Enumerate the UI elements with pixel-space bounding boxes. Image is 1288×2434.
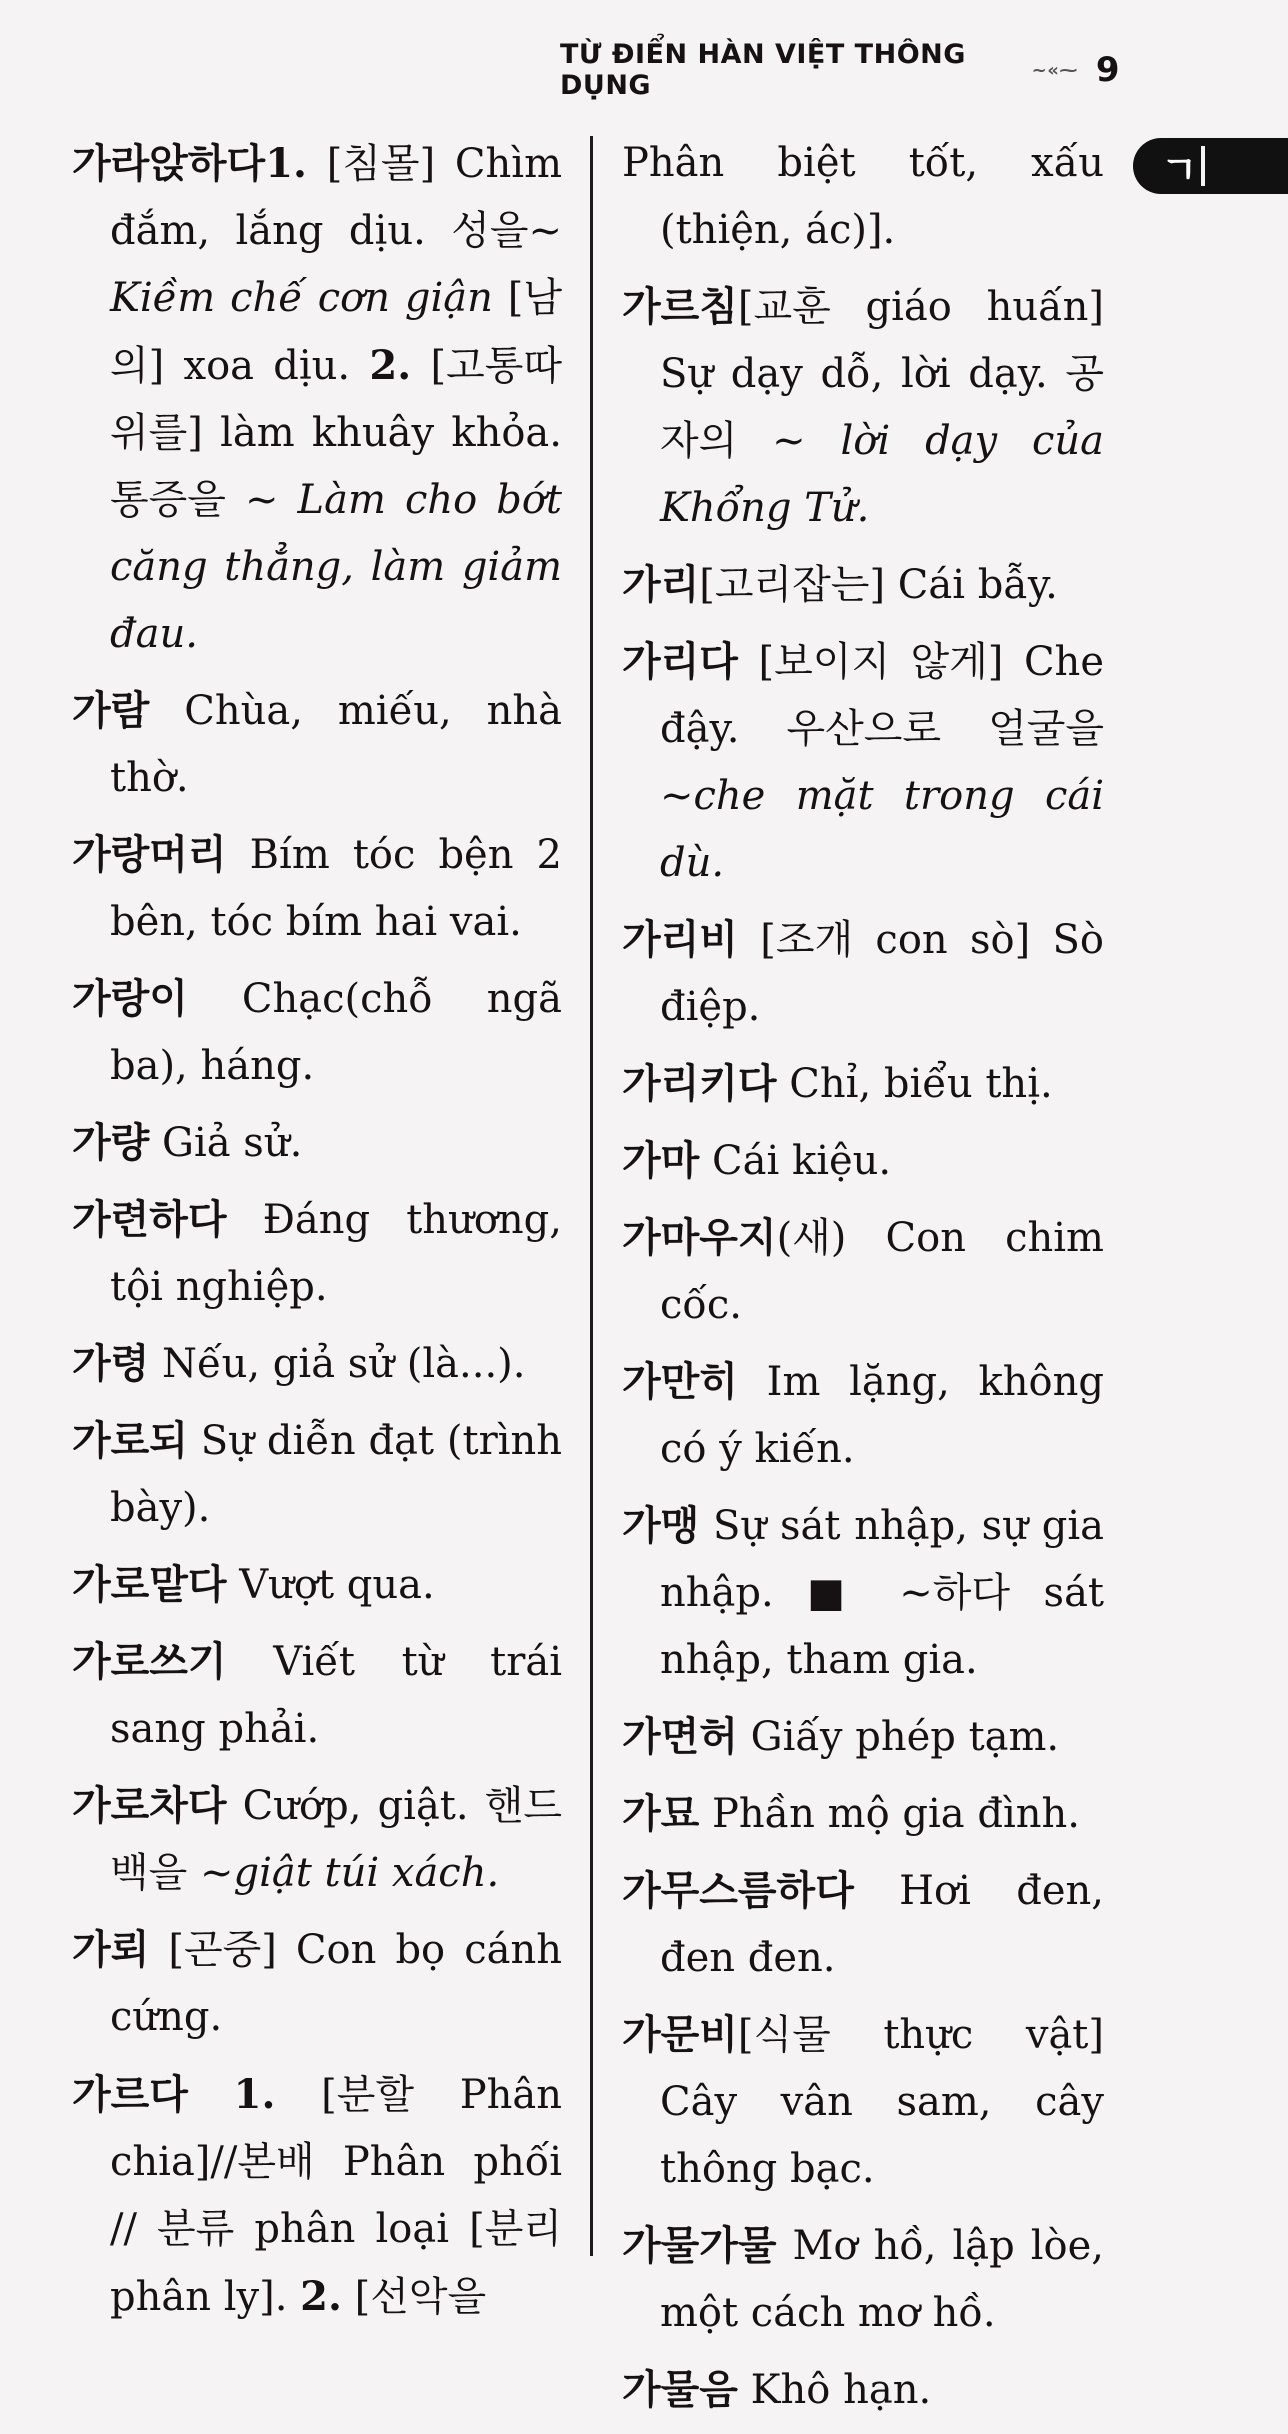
dictionary-entry (622, 907, 1104, 1041)
entry-definition: Cướp, giật. 핸드백을 ~ (110, 1783, 562, 1896)
dictionary-entry (72, 1917, 562, 2051)
running-header (560, 39, 1120, 101)
thumb-index-tab (1133, 138, 1288, 194)
dictionary-entry (72, 822, 562, 956)
entry-headword: 가리키다 (622, 1061, 777, 1107)
right-column (622, 130, 1104, 2434)
entry-definition: Phần mộ gia đình. (699, 1791, 1080, 1837)
entry-definition: [고리잡는] Cái bẫy. (699, 562, 1058, 608)
entry-definition: Chỉ, biểu thị. (776, 1061, 1053, 1107)
entry-headword: 가랑머리 (72, 832, 227, 878)
entry-definition: Bím tóc bện 2 bên, tóc bím hai vai. (110, 832, 562, 945)
entry-headword: 가문비 (622, 2012, 738, 2058)
sense-number: 2. (300, 2273, 342, 2320)
dictionary-entry (622, 2213, 1104, 2347)
page-number: 9 (1095, 50, 1120, 90)
entry-headword: 가로맡다 (72, 1562, 227, 1608)
entry-definition: [보이지 않게] Che đậy. 우산으로 얼굴을 ~ (660, 639, 1104, 819)
dictionary-entry (72, 1331, 562, 1398)
thumb-index-letter: ㄱ (1161, 147, 1198, 192)
dictionary-entry (72, 966, 562, 1100)
dictionary-entry (72, 678, 562, 812)
entry-headword: 가물가물 (622, 2223, 777, 2269)
entry-headword: 가라앉하다 (72, 141, 266, 187)
sense-number: 2. (369, 342, 412, 389)
entry-example: Kiềm chế cơn giận (110, 275, 493, 321)
sense-number: 1. (233, 2071, 276, 2118)
entry-headword: 가묘 (622, 1791, 700, 1837)
entry-definition: Đáng thương, tội nghiệp. (110, 1197, 562, 1310)
entry-headword: 가령 (72, 1341, 150, 1387)
entry-example: giật túi xách. (233, 1850, 500, 1896)
sense-number: 1. (265, 140, 307, 187)
entry-definition: Sự sát nhập, sự gia nhập. ■ ~하다 sát nhập, tham gia. (660, 1503, 1104, 1683)
entry-headword: 가마 (622, 1138, 700, 1184)
entry-headword: 가람 (72, 688, 150, 734)
entry-headword: 가련하다 (72, 1197, 227, 1243)
entry-definition: Im lặng, không có ý kiến. (660, 1359, 1104, 1472)
entry-definition: [분할 Phân chia]//본배 Phân phối // 분류 phân loại [분리 phân ly]. (110, 2072, 562, 2320)
entry-definition: (새) Con chim cốc. (660, 1215, 1104, 1328)
entry-example: lời dạy của Khổng Tử. (660, 418, 1104, 531)
entry-definition: Khô hạn. (737, 2367, 932, 2413)
dictionary-entry (622, 629, 1104, 897)
entry-headword: 가리다 (622, 639, 738, 685)
entry-definition: Hơi đen, đen đen. (660, 1868, 1104, 1981)
dictionary-entry (72, 1552, 562, 1619)
dictionary-entry (622, 274, 1104, 542)
entry-headword: 가로차다 (72, 1783, 227, 1829)
dictionary-entry (622, 1781, 1104, 1848)
dictionary-entry (72, 1110, 562, 1177)
entry-headword: 가로쓰기 (72, 1639, 227, 1685)
entry-headword: 가만히 (622, 1359, 738, 1405)
entry-headword: 가로되 (72, 1418, 188, 1464)
left-column (72, 130, 562, 2341)
entry-headword: 가리 (622, 562, 700, 608)
entry-definition: Cái kiệu. (699, 1138, 892, 1184)
dictionary-entry (72, 1408, 562, 1542)
entry-definition: Nếu, giả sử (là...). (149, 1341, 526, 1387)
header-title: TỪ ĐIỂN HÀN VIỆT THÔNG DỤNG (560, 39, 966, 101)
entry-headword: 가르다 (72, 2072, 188, 2118)
entry-definition: Mơ hồ, lập lòe, một cách mơ hồ. (660, 2223, 1104, 2336)
entry-definition: [선악을 (341, 2274, 487, 2320)
entry-headword: 가리비 (622, 917, 738, 963)
column-divider (590, 136, 593, 2256)
dictionary-entry (622, 130, 1104, 264)
entry-definition: Chạc(chỗ ngã ba), háng. (110, 976, 562, 1089)
entry-definition: [식물 thực vật] Cây vân sam, cây thông bạc. (660, 2012, 1104, 2192)
dictionary-entry (72, 1187, 562, 1321)
dictionary-entry (622, 1858, 1104, 1992)
entry-definition: [교훈 giáo huấn] Sự dạy dỗ, lời dạy. 공자의 ~ (660, 284, 1104, 464)
dictionary-entry (72, 2061, 562, 2331)
entry-definition: Viết từ trái sang phải. (110, 1639, 562, 1752)
dictionary-entry (622, 1051, 1104, 1118)
dictionary-entry (622, 1205, 1104, 1339)
header-ornament: ~«⁓ (1031, 59, 1078, 81)
dictionary-entry (72, 130, 562, 668)
entry-definition: Vượt qua. (226, 1562, 435, 1608)
dictionary-entry (622, 552, 1104, 619)
entry-definition: Giấy phép tạm. (737, 1714, 1060, 1760)
entry-definition: Sự diễn đạt (trình bày). (110, 1418, 562, 1531)
dictionary-entry (72, 1773, 562, 1907)
entry-example: che mặt trong cái dù. (660, 773, 1104, 886)
dictionary-entry (72, 1629, 562, 1763)
entry-definition: [조개 con sò] Sò điệp. (660, 917, 1104, 1030)
entry-headword: 가무스름하다 (622, 1868, 854, 1914)
entry-definition: [침몰] Chìm đắm, lắng dịu. 성을~ (110, 141, 562, 254)
dictionary-entry (622, 2002, 1104, 2203)
dictionary-entry (622, 1493, 1104, 1694)
entry-headword: 가랑이 (72, 976, 188, 1022)
entry-headword: 가면허 (622, 1714, 738, 1760)
entry-headword: 가량 (72, 1120, 150, 1166)
entry-example: Làm cho bớt căng thẳng, làm giảm đau. (110, 477, 562, 657)
dictionary-entry (622, 1128, 1104, 1195)
entry-definition: Phân biệt tốt, xấu (thiện, ác)]. (622, 140, 1104, 253)
entry-definition: Chùa, miếu, nhà thờ. (110, 688, 562, 801)
entry-definition (188, 2072, 234, 2118)
entry-headword: 가마우지 (622, 1215, 777, 1261)
entry-definition: Giả sử. (149, 1120, 303, 1166)
dictionary-entry (622, 1349, 1104, 1483)
entry-definition: [곤중] Con bọ cánh cứng. (110, 1927, 562, 2040)
dictionary-entry (622, 1704, 1104, 1771)
entry-headword: 가물음 (622, 2367, 738, 2413)
entry-definition: [남의] xoa dịu. (110, 275, 562, 389)
entry-headword: 가뢰 (72, 1927, 150, 1973)
dictionary-entry (622, 2357, 1104, 2424)
entry-headword: 가맹 (622, 1503, 700, 1549)
entry-definition: [고통따위를] làm khuây khỏa. 통증을 ~ (110, 343, 562, 523)
entry-headword: 가르침 (622, 284, 738, 330)
